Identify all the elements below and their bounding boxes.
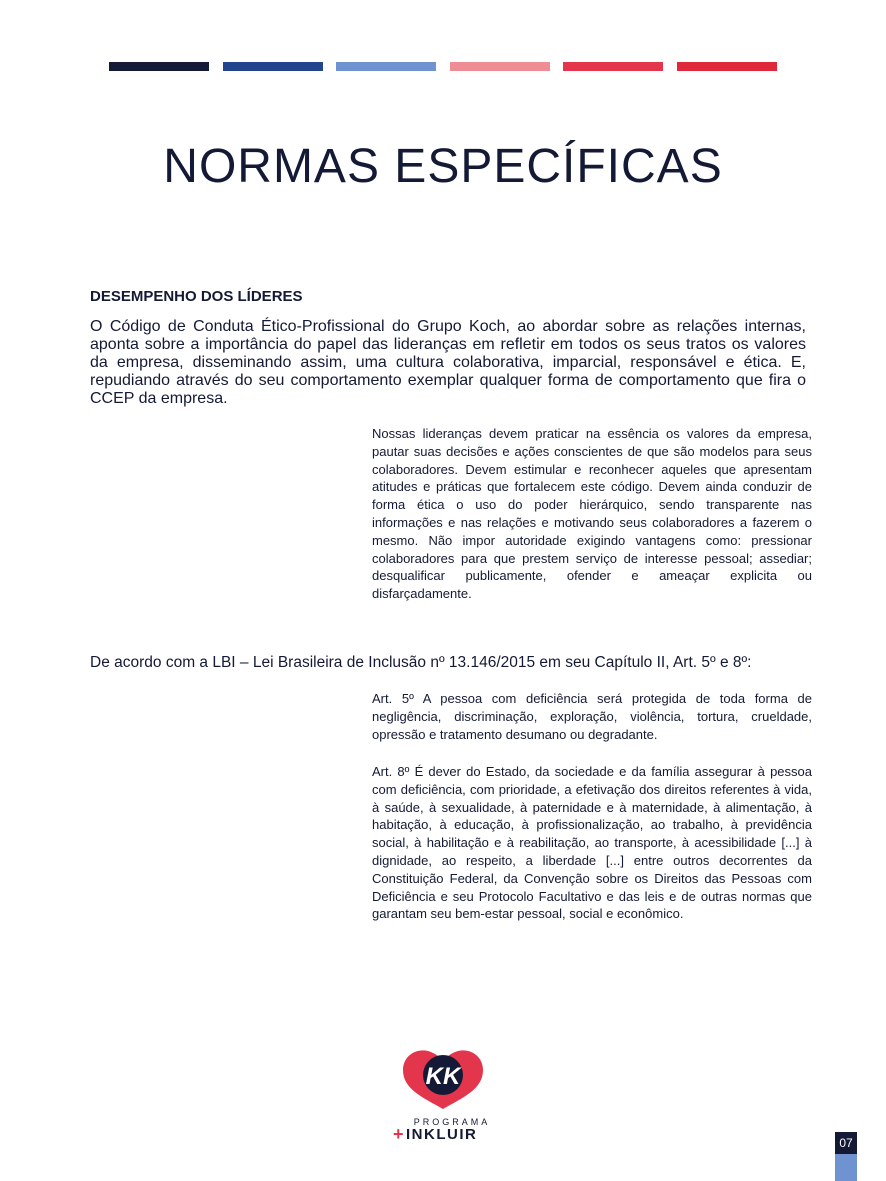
- law-intro: De acordo com a LBI – Lei Brasileira de Inclusão nº 13.146/2015 em seu Capítulo II, Art. 5º e 8º:: [90, 654, 752, 671]
- color-bar-3: [336, 62, 436, 71]
- leaders-quote: Nossas lideranças devem praticar na essência os valores da empresa, pautar suas decisões e ações conscientes de que são modelos para seus colaboradores. Devem estimular e reconhecer aqueles que apresentam atitudes e práticas que fortalecem este código. Devem ainda conduzir de forma ética o uso do poder hierárquico, sendo transparente nas informações e nas relações e motivando seus colaboradores a fazerem o mesmo. Não impor autoridade exigindo vantagens como: pressionar colaboradores para que prestem serviço de interesse pessoal; assediar; desqualificar publicamente, ofender e ameaçar explicita ou disfarçadamente.: [372, 426, 812, 602]
- color-bar-1: [109, 62, 209, 71]
- logo-program-label: PROGRAMA: [413, 1117, 491, 1127]
- logo-plus-sign: +: [393, 1124, 404, 1141]
- intro-paragraph: O Código de Conduta Ético-Profissional do Grupo Koch, ao abordar sobre as relações internas, aponta sobre a importância do papel das lideranças em refletir em todos os seus tratos os valores da empresa, disseminando assim, uma cultura colaborativa, imparcial, responsável e ética. E, repudiando através do seu comportamento exemplar qualquer forma de comportamento que fira o CCEP da empresa.: [90, 318, 806, 407]
- page-number-tab: [835, 1132, 857, 1181]
- article-5-quote: Art. 5º A pessoa com deficiência será protegida de toda forma de negligência, discriminação, exploração, violência, tortura, crueldade, opressão e tratamento desumano ou degradante.: [372, 691, 812, 742]
- logo-program-name: INKLUIR: [406, 1126, 478, 1141]
- color-bar-4: [450, 62, 550, 71]
- logo-monogram: KK: [425, 1063, 461, 1090]
- color-bar-2: [223, 62, 323, 71]
- programa-inkluir-logo: [392, 1045, 494, 1141]
- page-title: NORMAS ESPECÍFICAS: [163, 140, 723, 193]
- color-bar-6: [677, 62, 777, 71]
- color-bar-5: [563, 62, 663, 71]
- page-number: 07: [835, 1132, 857, 1154]
- article-8-quote: Art. 8º É dever do Estado, da sociedade e da família assegurar à pessoa com deficiência, com prioridade, a efetivação dos direitos referentes à vida, à saúde, à sexualidade, à paternidade e à maternidade, à alimentação, à habitação, à educação, à profissionalização, ao trabalho, à previdência social, à habilitação e à reabilitação, ao transporte, à acessibilidade [...] à dignidade, ao respeito, a liberdade [...] entre outros decorrentes da Constituição Federal, da Convenção sobre os Direitos das Pessoas com Deficiência e seu Protocolo Facultativo e das leis e de outras normas que garantam seu bem-estar pessoal, social e econômico.: [372, 764, 812, 922]
- color-bars: [109, 62, 777, 71]
- page-number-accent: [835, 1154, 857, 1181]
- section-heading: DESEMPENHO DOS LÍDERES: [90, 288, 303, 305]
